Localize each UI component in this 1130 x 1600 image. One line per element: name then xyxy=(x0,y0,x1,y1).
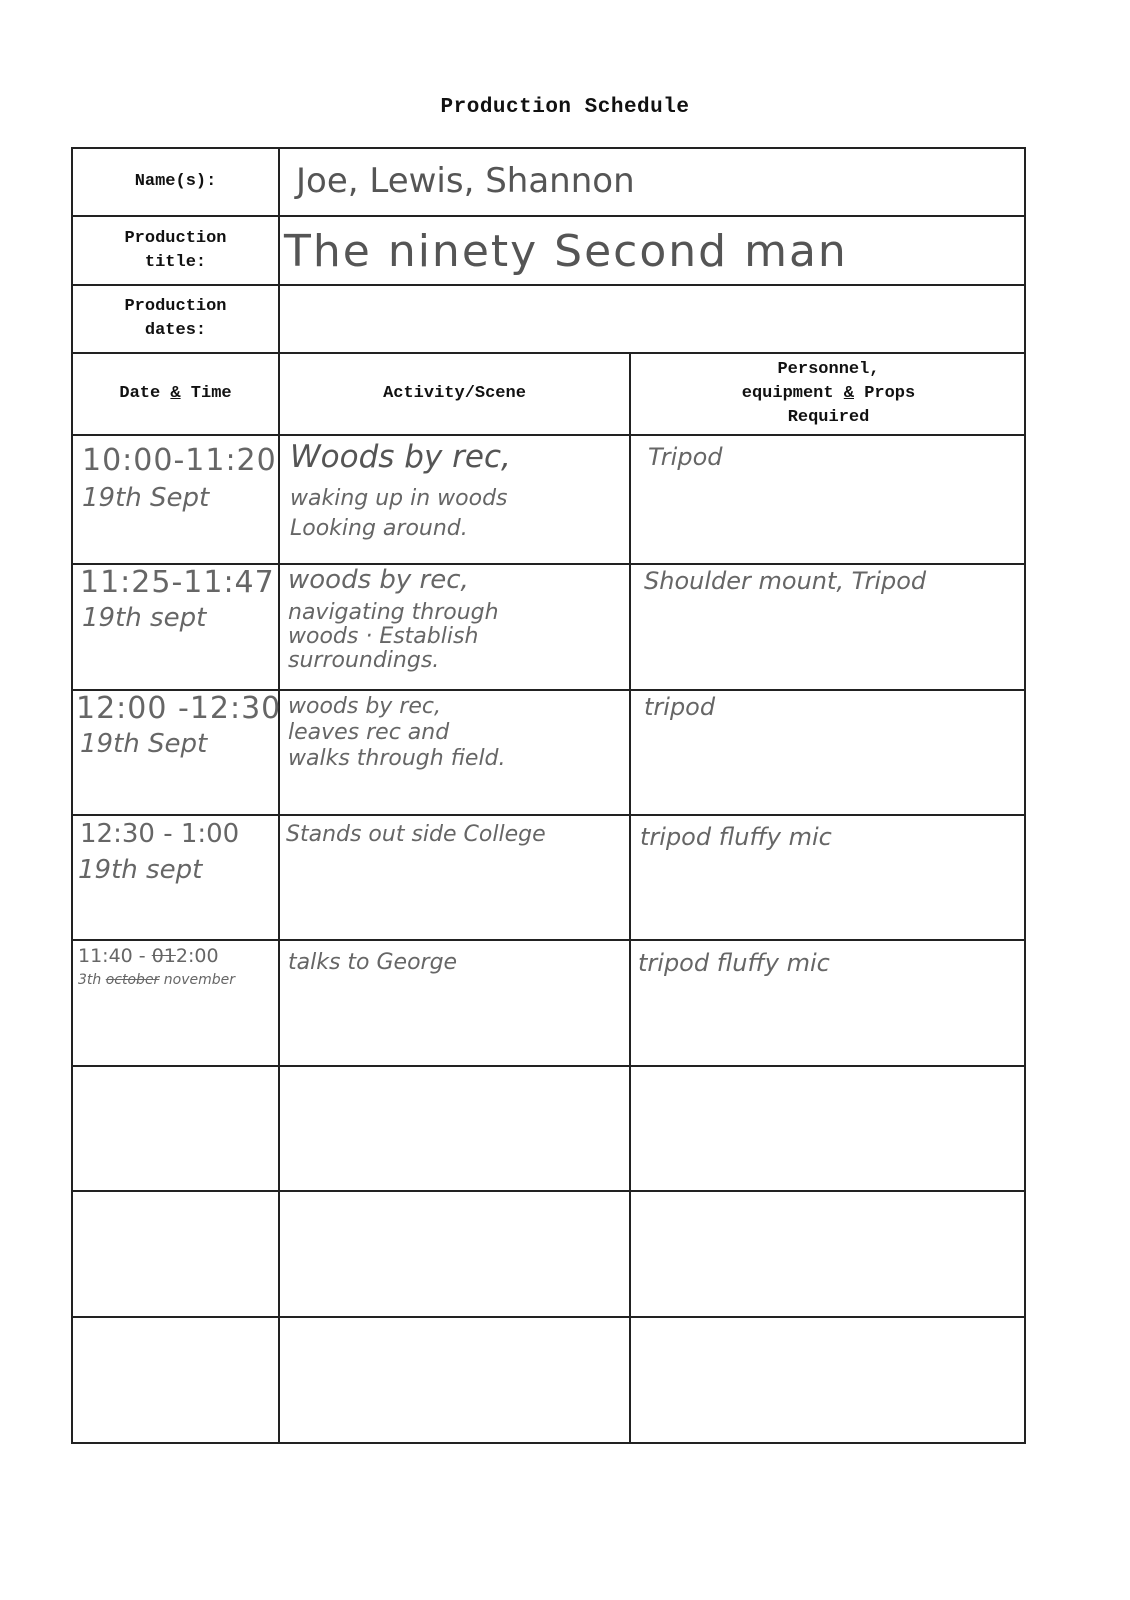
header-column-divider xyxy=(278,147,280,354)
production-title-value: The ninety Second man xyxy=(284,226,848,277)
row-activity: surroundings. xyxy=(288,648,440,673)
row-time: 11:25-11:47 xyxy=(80,565,275,600)
row-activity: leaves rec and xyxy=(288,720,450,745)
row-equipment: tripod fluffy mic xyxy=(640,823,832,851)
production-title-label: Production title: xyxy=(124,228,227,272)
row-date: 19th Sept xyxy=(80,729,208,759)
column-divider xyxy=(278,352,280,1444)
row-equipment: Shoulder mount, Tripod xyxy=(644,567,927,595)
names-value: Joe, Lewis, Shannon xyxy=(296,161,635,201)
schedule-table xyxy=(71,352,1026,1444)
row-time: 10:00-11:20 xyxy=(82,443,277,478)
row-activity: waking up in woods xyxy=(290,486,508,511)
row-activity: walks through field. xyxy=(288,746,506,771)
row-activity: woods · Establish xyxy=(288,624,479,649)
row-date: 19th sept xyxy=(82,603,207,633)
row-date: 19th sept xyxy=(78,855,203,885)
row-divider xyxy=(71,939,1026,941)
column-header-activity: Activity/Scene xyxy=(383,384,526,403)
row-time: 11:40 - 012:00 xyxy=(78,945,219,967)
row-activity: Stands out side College xyxy=(286,822,546,847)
row-date: 19th Sept xyxy=(82,483,210,513)
row-activity: talks to George xyxy=(288,950,458,975)
row-activity: navigating through xyxy=(288,600,499,625)
row-divider xyxy=(71,434,1026,436)
row-equipment: tripod fluffy mic xyxy=(638,949,830,977)
row-activity: woods by rec, xyxy=(288,565,469,595)
row-divider xyxy=(71,1065,1026,1067)
row-date: 3th october november xyxy=(78,972,235,988)
column-divider xyxy=(629,352,631,1444)
page-title: Production Schedule xyxy=(440,96,690,119)
row-divider xyxy=(71,1316,1026,1318)
row-equipment: Tripod xyxy=(648,443,723,471)
row-activity: woods by rec, xyxy=(288,694,441,719)
row-time: 12:30 - 1:00 xyxy=(80,819,240,849)
row-time: 12:00 -12:30 xyxy=(76,691,282,726)
row-divider xyxy=(71,1190,1026,1192)
row-divider xyxy=(71,814,1026,816)
column-header-date-time: Date & Time xyxy=(119,384,232,403)
row-activity: Looking around. xyxy=(290,516,468,541)
row-equipment: tripod xyxy=(644,693,716,721)
row-activity: Woods by rec, xyxy=(290,439,511,475)
column-header-personnel: Personnel, equipment & Props Required xyxy=(741,360,916,427)
names-label: Name(s): xyxy=(134,172,217,191)
production-dates-label: Production dates: xyxy=(124,297,227,340)
